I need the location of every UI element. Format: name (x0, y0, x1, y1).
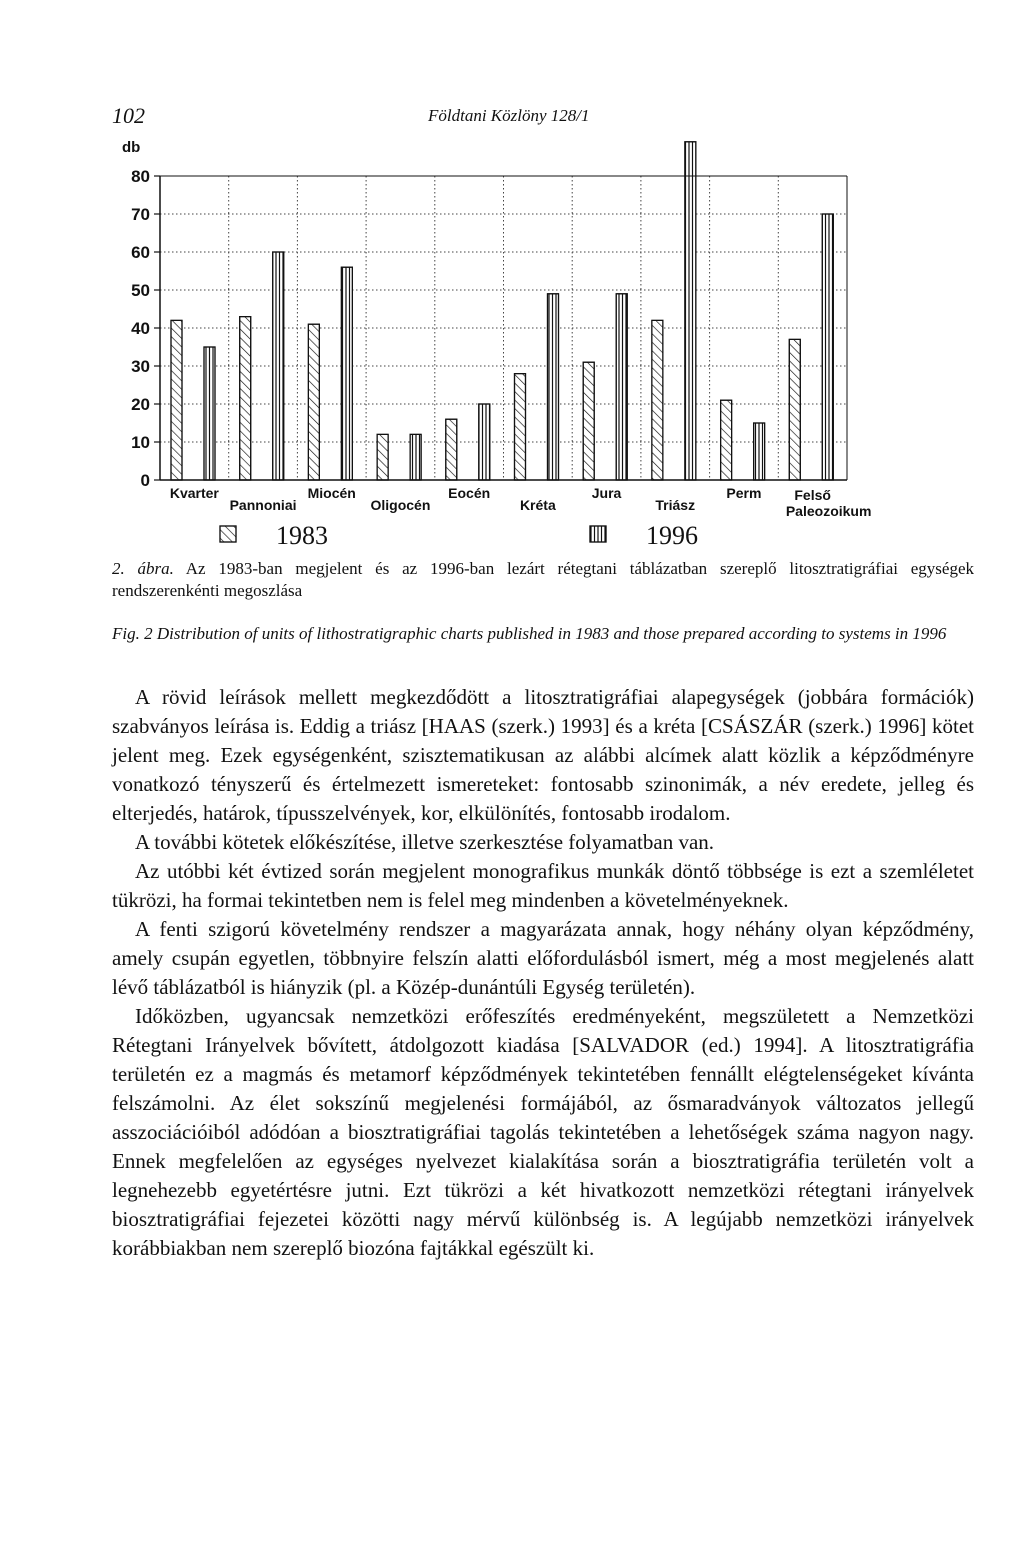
x-category-label: Pannoniai (229, 497, 297, 513)
bar-fill-1996 (479, 404, 490, 480)
bar-fill-1996 (548, 294, 559, 480)
x-category-label: Miocén (307, 485, 356, 501)
bar-fill-1983 (171, 320, 182, 480)
bar-fill-1996 (754, 423, 765, 480)
paragraph: A további kötetek előkészítése, illetve szerkesztése folyamatban van. (135, 830, 715, 854)
y-tick-label: 80 (131, 167, 150, 186)
legend-label: 1983 (276, 521, 328, 550)
figure-caption-english (112, 623, 974, 645)
bar-fill-1983 (446, 419, 457, 480)
x-category-label: Perm (726, 485, 762, 501)
legend-swatch-fill-1983 (220, 526, 236, 542)
x-category-label: Felső Paleozoikum (785, 487, 872, 519)
bar-fill-1983 (652, 320, 663, 480)
y-tick-label: 70 (131, 205, 150, 224)
bar-fill-1983 (583, 362, 594, 480)
page-number: 102 (112, 103, 145, 128)
legend-swatch-fill-1996 (590, 526, 606, 542)
y-tick-label: 10 (131, 433, 150, 452)
x-category-label: Kréta (519, 497, 556, 513)
x-category-label: Triász (655, 497, 696, 513)
bar-fill-1983 (515, 374, 526, 480)
journal-title: Földtani Közlöny 128/1 (428, 106, 590, 125)
x-category-label: Oligocén (370, 497, 431, 513)
y-tick-label: 40 (131, 319, 150, 338)
bar-chart (100, 130, 872, 560)
paragraph: A rövid leírások mellett megkezdődött a litosztratigráfiai alapegységek (jobbára formációk) szabványos leírása is. Eddig a triász [HAAS (szerk.) 1993] és a kréta [CSÁSZÁR (szerk.) 1996] kötet jelent meg. Ezek egységenként, szisztematikusan az alábbi alcímek alatt közlik a képződményre vonatkozó tényszerű és értelmezett ismereteket: fontosabb szinonimák, a név eredete, jelleg és elterjedés, határok, típusszelvények, kor, elkülönítés, fontosabb irodalom. (112, 685, 974, 825)
bar-fill-1996 (273, 252, 284, 480)
x-category-label: Jura (591, 485, 622, 501)
bar-fill-1983 (721, 400, 732, 480)
bar-fill-1983 (240, 317, 251, 480)
x-category-label: Eocén (448, 485, 491, 501)
y-tick-label: 20 (131, 395, 150, 414)
legend-label: 1996 (646, 521, 698, 550)
y-tick-label: 0 (140, 471, 150, 490)
paragraph: Időközben, ugyancsak nemzetközi erőfeszítés eredményeként, megszületett a Nemzetközi Rétegtani Irányelvek bővített, átdolgozott kiadása [SALVADOR (ed.) 1994]. A litosztratigráfia területén ez a magmás és metamorf képződmények tekintetében fennállt elégtelenségeket kívánta felszámolni. Az élet sokszínű megjelenési formájából, az ősmaradványok változatos jellegű asszociációiból adódóan a biosztratigráfiai tagolás tekintetében a lehetőségek száma nagyon nagy. Ennek megfelelően az egységes nyelvezet kialakítása során a biosztratigráfia területén volt a legnehezebb egyetértésre jutni. Ezt tükrözi a két hivatkozott nemzetközi rétegtani irányelvek biosztratigráfiai fejezetei közötti nagy mérvű különbség is. A legújabb nemzetközi irányelvek korábbiakban nem szereplő biozóna fajtákkal egészült ki. (112, 1004, 974, 1260)
caption-text-en: Distribution of units of lithostratigraphic charts published in 1983 and those prepared according to systems in 1996 (156, 624, 947, 643)
bar-fill-1983 (789, 339, 800, 480)
y-tick-label: 50 (131, 281, 150, 300)
body-text (112, 683, 974, 1263)
y-axis-label: db (122, 139, 141, 156)
y-tick-label: 60 (131, 243, 150, 262)
figure-label-hu: 2. ábra. (112, 559, 174, 578)
figure-label-en: Fig. 2 (112, 624, 153, 643)
caption-text-hu: Az 1983-ban megjelent és az 1996-ban lezárt rétegtani táblázatban szereplő litosztratigráfiai egységek rendszerenkénti megoszlása (112, 559, 975, 600)
bar-fill-1996 (685, 142, 696, 480)
bar-fill-1983 (308, 324, 319, 480)
paragraph: Az utóbbi két évtized során megjelent monografikus munkák döntő többsége is ezt a szemléletet tükrözi, ha formai tekintetben nem is felel meg mindenben a követelményeknek. (112, 859, 974, 912)
bar-fill-1996 (616, 294, 627, 480)
figure-caption-hungarian (112, 558, 974, 602)
bar-fill-1996 (822, 214, 833, 480)
bar-fill-1996 (204, 347, 215, 480)
bar-fill-1983 (377, 434, 388, 480)
x-category-label: Kvarter (169, 485, 219, 501)
paragraph: A fenti szigorú követelmény rendszer a magyarázata annak, hogy néhány olyan képződmény, amely csupán egyetlen, többnyire felszín alatti előfordulásból ismert, még a most megjelenés alatt lévő táblázatból is hiányzik (pl. a Közép-dunántúli Egység területén). (112, 917, 974, 999)
y-tick-label: 30 (131, 357, 150, 376)
bar-fill-1996 (341, 267, 352, 480)
bar-fill-1996 (410, 434, 421, 480)
